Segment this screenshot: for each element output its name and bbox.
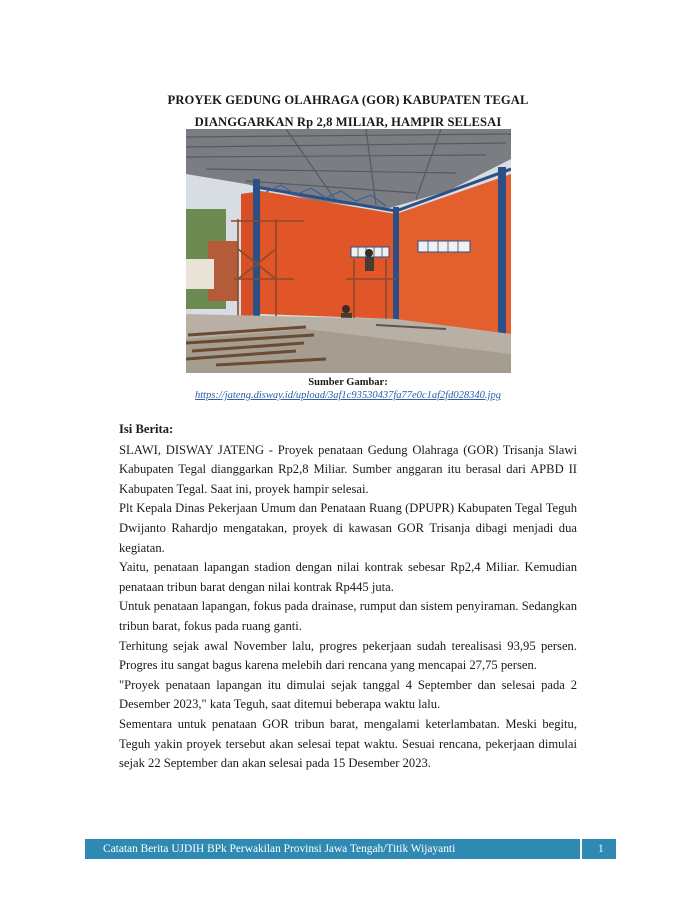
article-heading: Isi Berita:	[119, 422, 174, 436]
caption-label: Sumber Gambar:	[308, 377, 388, 388]
paragraph: "Proyek penataan lapangan itu dimulai sejak tanggal 4 September dan selesai pada 2 Desember 2023," kata Teguh, saat ditemui beberapa waktu lalu.	[119, 677, 577, 712]
image-caption	[60, 376, 636, 402]
document-title	[60, 89, 636, 133]
paragraph: Yaitu, penataan lapangan stadion dengan nilai kontrak sebesar Rp2,4 Miliar. Kemudian penataan tribun barat dengan nilai kontrak Rp445 juta.	[119, 560, 577, 594]
article-body	[119, 420, 577, 774]
paragraph: Untuk penataan lapangan, fokus pada drainase, rumput dan sistem penyiraman. Sedangkan tribun barat, fokus pada ruang ganti.	[119, 599, 577, 633]
source-link[interactable]: https://jateng.disway.id/upload/3af1c93530437fa77e0c1af2fd028340.jpg	[195, 390, 501, 401]
title-line-2: DIANGGARKAN Rp 2,8 MILIAR, HAMPIR SELESAI	[194, 115, 502, 129]
footer-credit: Catatan Berita UJDIH BPk Perwakilan Provinsi Jawa Tengah/Titik Wijayanti	[103, 843, 456, 855]
footer-divider	[580, 839, 582, 859]
construction-photo	[186, 129, 511, 373]
paragraph: Sementara untuk penataan GOR tribun barat, mengalami keterlambatan. Meski begitu, Teguh yakin proyek tersebut akan selesai tepat waktu. Sesuai rencana, pekerjaan dimulai sejak 22 September dan akan selesai pada 15 Desember 2023.	[119, 716, 577, 771]
paragraph: SLAWI, DISWAY JATENG - Proyek penataan Gedung Olahraga (GOR) Trisanja Slawi Kabupaten Tegal dianggarkan Rp2,8 Miliar. Sumber anggaran itu berasal dari APBD II Kabupaten Tegal. Saat ini, proyek hampir selesai.	[119, 442, 577, 496]
page-number: 1	[598, 843, 604, 855]
page-footer	[85, 839, 616, 859]
paragraph: Plt Kepala Dinas Pekerjaan Umum dan Penataan Ruang (DPUPR) Kabupaten Tegal Teguh Dwijanto Rahardjo mengatakan, proyek di kawasan GOR Trisanja dibagi menjadi dua kegiatan.	[119, 501, 577, 555]
title-line-1: PROYEK GEDUNG OLAHRAGA (GOR) KABUPATEN TEGAL	[167, 93, 529, 107]
paragraph: Terhitung sejak awal November lalu, progres pekerjaan sudah terealisasi 93,95 persen. Progres itu sangat bagus karena melebih dari rencana yang mencapai 27,75 persen.	[119, 638, 577, 673]
